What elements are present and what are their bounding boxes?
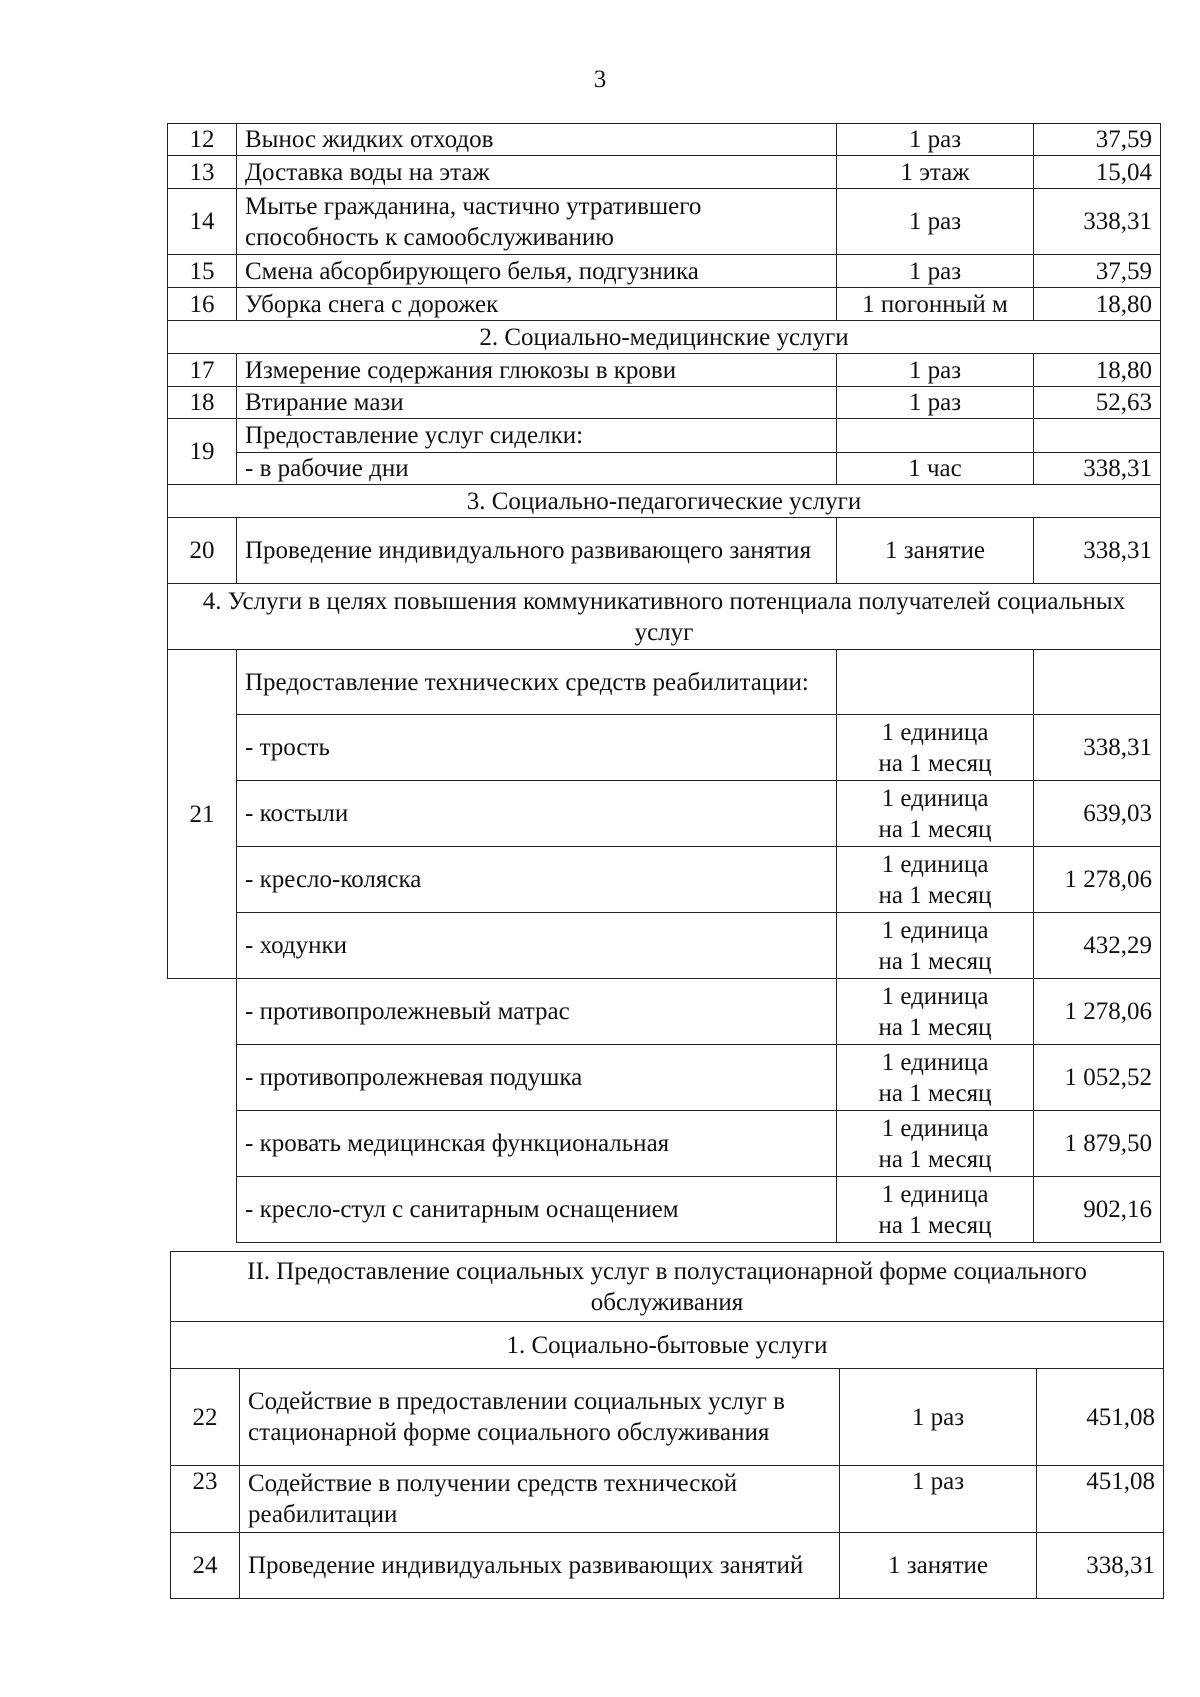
service-price: 52,63	[1034, 387, 1161, 419]
service-subitem: - ходунки	[237, 913, 837, 979]
section-title: 4. Услуги в целях повышения коммуникативного потенциала получателей социальных услуг	[168, 584, 1161, 650]
service-price: 432,29	[1034, 913, 1161, 979]
section-header-row	[171, 1252, 1164, 1322]
table-row	[168, 1045, 1161, 1111]
table-row	[168, 255, 1161, 288]
service-unit	[837, 913, 1034, 979]
unit-line: на 1 месяц	[878, 815, 992, 843]
service-unit	[837, 847, 1034, 913]
service-price: 1 278,06	[1034, 979, 1161, 1045]
service-name: Втирание мази	[237, 387, 837, 419]
row-number: 18	[168, 387, 237, 419]
service-price: 338,31	[1037, 1533, 1164, 1599]
section-header-row	[168, 485, 1161, 518]
table-row	[168, 354, 1161, 387]
table-row	[168, 518, 1161, 584]
service-name: Доставка воды на этаж	[237, 156, 837, 189]
service-subitem: - противопролежневая подушка	[237, 1045, 837, 1111]
service-unit: 1 раз	[840, 1466, 1037, 1533]
service-price: 1 278,06	[1034, 847, 1161, 913]
row-number: 16	[168, 288, 237, 321]
service-name: Смена абсорбирующего белья, подгузника	[237, 255, 837, 288]
service-price: 1 879,50	[1034, 1111, 1161, 1177]
unit-line: на 1 месяц	[878, 947, 992, 975]
row-number: 23	[171, 1466, 240, 1533]
unit-line: 1 единица	[881, 1114, 989, 1142]
service-name: Измерение содержания глюкозы в крови	[237, 354, 837, 387]
service-unit: 1 раз	[837, 354, 1034, 387]
table-row	[168, 781, 1161, 847]
table-row	[171, 1533, 1164, 1599]
service-unit: 1 час	[837, 453, 1034, 485]
table-row	[168, 189, 1161, 255]
table-row	[171, 1369, 1164, 1466]
service-unit	[837, 979, 1034, 1045]
service-price: 902,16	[1034, 1177, 1161, 1243]
table-row	[168, 288, 1161, 321]
service-price: 451,08	[1037, 1466, 1164, 1533]
row-number: 14	[168, 189, 237, 255]
table-row	[168, 715, 1161, 781]
unit-line: 1 единица	[881, 784, 989, 812]
service-name: Вынос жидких отходов	[237, 124, 837, 156]
unit-line: 1 единица	[881, 1048, 989, 1076]
service-unit: 1 занятие	[840, 1533, 1037, 1599]
service-price: 37,59	[1034, 124, 1161, 156]
service-subitem: - кресло-стул с санитарным оснащением	[237, 1177, 837, 1243]
row-number: 20	[168, 518, 237, 584]
service-subitem: - противопролежневый матрас	[237, 979, 837, 1045]
section-title: 3. Социально-педагогические услуги	[168, 485, 1161, 518]
table-row	[168, 1111, 1161, 1177]
row-number: 22	[171, 1369, 240, 1466]
service-price: 1 052,52	[1034, 1045, 1161, 1111]
unit-line: 1 единица	[881, 718, 989, 746]
service-price: 338,31	[1034, 715, 1161, 781]
unit-line: на 1 месяц	[878, 1013, 992, 1041]
service-name: Уборка снега с дорожек	[237, 288, 837, 321]
table-row	[168, 124, 1161, 156]
service-price: 18,80	[1034, 354, 1161, 387]
service-unit: 1 раз	[837, 189, 1034, 255]
empty-cell	[168, 1111, 237, 1177]
unit-line: 1 единица	[881, 850, 989, 878]
section-header-row	[168, 584, 1161, 650]
unit-line: на 1 месяц	[878, 1145, 992, 1173]
service-unit	[837, 781, 1034, 847]
service-price: 639,03	[1034, 781, 1161, 847]
table-row	[168, 453, 1161, 485]
service-unit	[837, 715, 1034, 781]
service-price: 338,31	[1034, 453, 1161, 485]
table-row	[168, 156, 1161, 189]
unit-line: на 1 месяц	[878, 1211, 992, 1239]
service-name: Проведение индивидуального развивающего занятия	[237, 518, 837, 584]
empty-cell	[837, 650, 1034, 715]
service-unit: 1 раз	[837, 124, 1034, 156]
table-row	[168, 913, 1161, 979]
service-price: 338,31	[1034, 518, 1161, 584]
table-row	[168, 387, 1161, 419]
service-subitem: - кресло-коляска	[237, 847, 837, 913]
row-number: 17	[168, 354, 237, 387]
row-number: 19	[168, 419, 237, 485]
page-number: 3	[593, 66, 607, 93]
table-row	[168, 847, 1161, 913]
service-price: 15,04	[1034, 156, 1161, 189]
service-name: Предоставление услуг сиделки:	[237, 419, 837, 453]
service-unit: 1 погонный м	[837, 288, 1034, 321]
service-unit	[837, 1045, 1034, 1111]
row-number: 15	[168, 255, 237, 288]
service-unit: 1 этаж	[837, 156, 1034, 189]
service-unit: 1 раз	[837, 387, 1034, 419]
empty-cell	[1034, 650, 1161, 715]
row-number: 13	[168, 156, 237, 189]
empty-cell	[168, 979, 237, 1045]
unit-line: на 1 месяц	[878, 749, 992, 777]
service-subitem: - кровать медицинская функциональная	[237, 1111, 837, 1177]
service-subitem: - костыли	[237, 781, 837, 847]
section-title: 1. Социально-бытовые услуги	[171, 1322, 1164, 1369]
empty-cell	[837, 419, 1034, 453]
section-header-row	[171, 1322, 1164, 1369]
unit-line: на 1 месяц	[878, 881, 992, 909]
unit-line: 1 единица	[881, 1180, 989, 1208]
part-title: II. Предоставление социальных услуг в полустационарной форме социального обслуживания	[171, 1252, 1164, 1322]
service-price: 338,31	[1034, 189, 1161, 255]
service-unit	[837, 1177, 1034, 1243]
service-name: Предоставление технических средств реабилитации:	[237, 650, 837, 715]
empty-cell	[168, 1177, 237, 1243]
empty-cell	[1034, 419, 1161, 453]
service-unit	[837, 1111, 1034, 1177]
table-row	[168, 979, 1161, 1045]
service-unit: 1 раз	[840, 1369, 1037, 1466]
table-row	[168, 650, 1161, 715]
service-name: Содействие в получении средств технической реабилитации	[240, 1466, 840, 1533]
unit-line: 1 единица	[881, 982, 989, 1010]
row-number: 21	[168, 650, 237, 979]
row-number: 12	[168, 124, 237, 156]
services-price-table	[167, 123, 1161, 1243]
section-header-row	[168, 321, 1161, 354]
unit-line: 1 единица	[881, 916, 989, 944]
service-name: Проведение индивидуальных развивающих занятий	[240, 1533, 840, 1599]
table-row	[171, 1466, 1164, 1533]
unit-line: на 1 месяц	[878, 1079, 992, 1107]
service-name: Содействие в предоставлении социальных услуг в стационарной форме социального обслуживания	[240, 1369, 840, 1466]
service-subitem: - трость	[237, 715, 837, 781]
table-row	[168, 419, 1161, 453]
service-price: 18,80	[1034, 288, 1161, 321]
service-unit: 1 раз	[837, 255, 1034, 288]
service-price: 37,59	[1034, 255, 1161, 288]
row-number: 24	[171, 1533, 240, 1599]
empty-cell	[168, 1045, 237, 1111]
service-price: 451,08	[1037, 1369, 1164, 1466]
service-unit: 1 занятие	[837, 518, 1034, 584]
semistationary-services-table	[170, 1251, 1164, 1599]
service-subitem: - в рабочие дни	[237, 453, 837, 485]
service-name: Мытье гражданина, частично утратившего способность к самообслуживанию	[237, 189, 837, 255]
section-title: 2. Социально-медицинские услуги	[168, 321, 1161, 354]
table-row	[168, 1177, 1161, 1243]
